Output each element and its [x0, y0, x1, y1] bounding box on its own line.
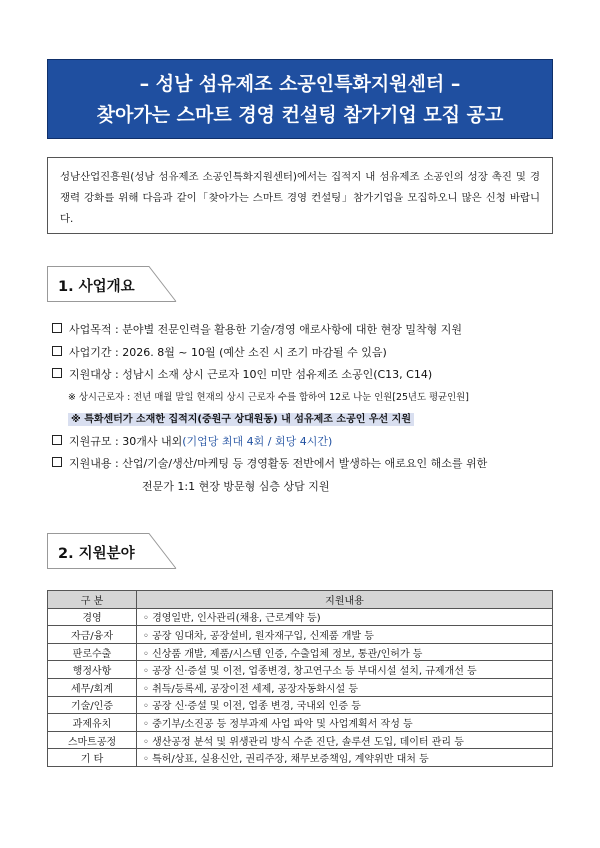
table-row [48, 608, 553, 626]
table-header-content: 지원내용 [137, 591, 553, 609]
intro-text: 성남산업진흥원(성남 섬유제조 소공인특화지원센터)에서는 집적지 내 섬유제조 소공인의 성장 촉진 및 경쟁력 강화를 위해 다음과 같이「찾아가는 스마트 경영 컨설팅」참가기업을 모집하오니 많은 신청 바랍니다. [60, 171, 540, 225]
item-content-line-2: 전문가 1:1 현장 방문형 심층 상담 지원 [142, 480, 330, 493]
title-banner [47, 59, 553, 139]
table-row [48, 643, 553, 661]
row-description: ◦ 신상품 개발, 제품/시스템 인증, 수출업체 정보, 통관/인허가 등 [137, 643, 553, 661]
table-row [48, 626, 553, 644]
title-line-2: 찾아가는 스마트 경영 컨설팅 참가기업 모집 공고 [96, 104, 504, 126]
item-scale: 지원규모 : 30개사 내외(기업당 최대 4회 / 회당 4시간) [52, 433, 332, 449]
row-category: 과제유치 [48, 714, 137, 732]
item-period: 사업기간 : 2026. 8월 ~ 10월 (예산 소진 시 조기 마감될 수 있음) [52, 344, 387, 360]
checkbox-square-icon [52, 323, 62, 333]
table-header-category: 구 분 [48, 591, 137, 609]
row-description: ◦ 경영일반, 인사관리(채용, 근로계약 등) [137, 608, 553, 626]
table-row [48, 678, 553, 696]
row-category: 기 타 [48, 749, 137, 767]
table-row [48, 714, 553, 732]
row-description: ◦ 생산공정 분석 및 위생관리 방식 수준 진단, 솔루션 도입, 데이터 관리 등 [137, 731, 553, 749]
intro-box [47, 157, 553, 234]
row-category: 판로수출 [48, 643, 137, 661]
table-row [48, 749, 553, 767]
row-category: 자금/융자 [48, 626, 137, 644]
scale-accent: (기업당 최대 4회 / 회당 4시간) [182, 435, 333, 448]
table-row [48, 696, 553, 714]
checkbox-square-icon [52, 368, 62, 378]
note-employees: ※ 상시근로자 : 전년 매월 말일 현재의 상시 근로자 수를 합하여 12로 나눈 인원[25년도 평균인원] [68, 392, 469, 403]
row-category: 기술/인증 [48, 696, 137, 714]
row-description: ◦ 중기부/소진공 등 정부과제 사업 파악 및 사업계획서 작성 등 [137, 714, 553, 732]
row-category: 스마트공정 [48, 731, 137, 749]
row-category: 경영 [48, 608, 137, 626]
section-1-title: 1. 사업개요 [58, 279, 135, 295]
title-line-1: – 성남 섬유제조 소공인특화지원센터 – [139, 73, 461, 95]
row-description: ◦ 취득/등록세, 공장이전 세제, 공장자동화시설 등 [137, 678, 553, 696]
row-description: ◦ 공장 신·증설 및 이전, 업종 변경, 국내외 인증 등 [137, 696, 553, 714]
row-description: ◦ 특허/상표, 실용신안, 권리주장, 채무보증책임, 계약위반 대처 등 [137, 749, 553, 767]
row-description: ◦ 공장 신·증설 및 이전, 업종변경, 창고연구소 등 부대시설 설치, 규제개선 등 [137, 661, 553, 679]
table-row [48, 731, 553, 749]
note-priority: ※ 특화센터가 소재한 집적지(중원구 상대원동) 내 섬유제조 소공인 우선 지원 [68, 410, 414, 425]
table-row [48, 661, 553, 679]
checkbox-square-icon [52, 457, 62, 467]
item-target: 지원대상 : 성남시 소재 상시 근로자 10인 미만 섬유제조 소공인(C13, C14) [52, 366, 432, 382]
item-content: 지원내용 : 산업/기술/생산/마케팅 등 경영활동 전반에서 발생하는 애로요인 해소를 위한 [52, 455, 487, 471]
row-description: ◦ 공장 임대차, 공장설비, 원자재구입, 신제품 개발 등 [137, 626, 553, 644]
checkbox-square-icon [52, 435, 62, 445]
section-1-heading [47, 266, 177, 302]
table-header-row [48, 591, 553, 609]
section-2-title: 2. 지원분야 [58, 546, 135, 562]
checkbox-square-icon [52, 346, 62, 356]
section-2-heading [47, 533, 177, 569]
row-category: 세무/회계 [48, 678, 137, 696]
support-fields-table [47, 590, 553, 767]
row-category: 행정사항 [48, 661, 137, 679]
item-purpose: 사업목적 : 분야별 전문인력을 활용한 기술/경영 애로사항에 대한 현장 밀착형 지원 [52, 321, 462, 337]
